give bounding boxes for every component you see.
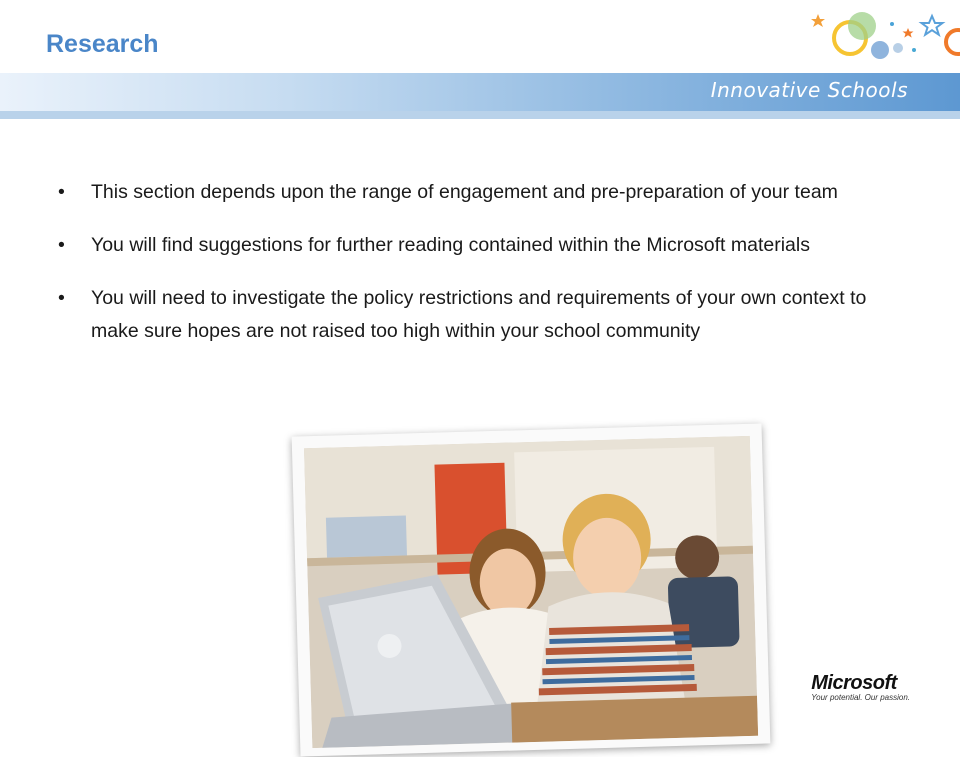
classroom-photo-image — [304, 436, 758, 748]
bullet-list — [58, 176, 908, 368]
microsoft-logo — [811, 672, 910, 702]
bullet-item — [58, 229, 908, 262]
star-icon — [903, 28, 914, 38]
bullet-text: You will need to investigate the policy restrictions and requirements of your own context to make sure hopes are not raised too high within your school community — [91, 287, 867, 342]
bullet-text: This section depends upon the range of engagement and pre-preparation of your team — [91, 181, 838, 203]
bullet-marker: • — [58, 234, 65, 256]
tagline: Innovative Schools — [710, 78, 908, 102]
bullet-marker: • — [58, 287, 65, 309]
bullet-item — [58, 282, 908, 348]
circle-icon — [912, 48, 916, 52]
bullet-text: You will find suggestions for further reading contained within the Microsoft materials — [91, 234, 810, 256]
circle-icon — [946, 30, 960, 54]
bullet-item — [58, 176, 908, 209]
microsoft-brand: Microsoft — [811, 672, 897, 694]
classroom-photo — [292, 424, 771, 757]
circle-icon — [890, 22, 894, 26]
decorative-logo-cluster — [810, 0, 960, 70]
circle-icon — [893, 43, 903, 53]
bullet-marker: • — [58, 181, 65, 203]
star-icon — [922, 16, 943, 35]
star-icon — [811, 14, 825, 27]
slide-title: Research — [46, 30, 159, 58]
circle-icon — [848, 12, 876, 40]
circle-icon — [871, 41, 889, 59]
microsoft-slogan: Your potential. Our passion. — [811, 693, 910, 702]
header-band-line — [0, 111, 960, 119]
